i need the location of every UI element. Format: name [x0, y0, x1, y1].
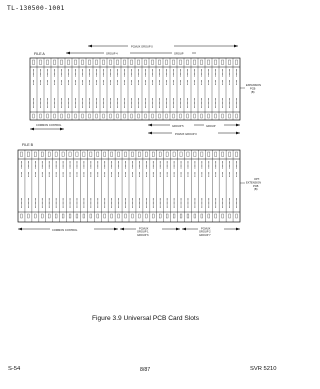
slot-foot-mark [76, 214, 78, 218]
slot-foot-mark [201, 114, 203, 118]
slot-foot-mark [47, 114, 49, 118]
slot-foot-mark [236, 214, 238, 218]
slot-foot-mark [215, 114, 217, 118]
group-5-label: GROUP 5 [172, 124, 184, 128]
file-b-slots [20, 150, 237, 222]
slot-header-mark [130, 60, 132, 65]
group-3-label: GROUP [206, 124, 216, 128]
slot-header-mark [151, 60, 153, 65]
file-b-label: FILE B [22, 143, 33, 147]
slot-foot-mark [97, 214, 99, 218]
slot-header-mark [111, 152, 113, 157]
slot-foot-mark [82, 114, 84, 118]
slot-header-mark [46, 60, 48, 65]
slot-foot-mark [90, 214, 92, 218]
slot-foot-mark [138, 114, 140, 118]
slot-foot-mark [96, 114, 98, 118]
slot-header-mark [207, 60, 209, 65]
slot-foot-mark [117, 114, 119, 118]
slot-header-mark [67, 60, 69, 65]
slot-foot-mark [124, 114, 126, 118]
slot-header-mark [145, 152, 147, 157]
slot-header-mark [97, 152, 99, 157]
slot-header-mark [41, 152, 43, 157]
slot-header-mark [201, 152, 203, 157]
slot-foot-mark [152, 114, 154, 118]
slot-foot-mark [21, 214, 23, 218]
slot-foot-mark [145, 214, 147, 218]
slot-header-mark [179, 60, 181, 65]
slot-header-mark [193, 60, 195, 65]
slot-header-mark [165, 60, 167, 65]
page-number: S-54 [8, 366, 21, 372]
slot-header-mark [228, 60, 230, 65]
slot-foot-mark [61, 114, 63, 118]
slot-header-mark [69, 152, 71, 157]
slot-foot-mark [173, 214, 175, 218]
pcmux-group-2-label: PCMUX GROUP 2 GROUP 7 [199, 227, 211, 237]
slot-foot-mark [83, 214, 85, 218]
slot-header-mark [235, 60, 237, 65]
slot-header-mark [144, 60, 146, 65]
slot-header-mark [104, 152, 106, 157]
slot-foot-mark [62, 214, 64, 218]
figure-caption: Figure 3.9 Universal PCB Card Slots [92, 315, 200, 322]
slot-foot-mark [89, 114, 91, 118]
slot-foot-mark [125, 214, 127, 218]
slot-header-mark [172, 60, 174, 65]
slot-foot-mark [139, 214, 141, 218]
slot-header-mark [32, 60, 34, 65]
slot-header-mark [228, 152, 230, 157]
slot-header-mark [123, 60, 125, 65]
slot-header-mark [88, 60, 90, 65]
slot-foot-mark [159, 214, 161, 218]
common-control-b-label: COMMON CONTROL [52, 228, 78, 232]
slot-foot-mark [55, 214, 57, 218]
slot-header-mark [131, 152, 133, 157]
slot-foot-mark [104, 214, 106, 218]
slot-header-mark [53, 60, 55, 65]
slot-header-mark [187, 152, 189, 157]
slot-header-mark [60, 60, 62, 65]
slot-foot-mark [111, 214, 113, 218]
slot-foot-mark [69, 214, 71, 218]
slot-header-mark [62, 152, 64, 157]
slot-foot-mark [201, 214, 203, 218]
document-id: TL-130500-1001 [7, 5, 65, 12]
slot-foot-mark [118, 214, 120, 218]
slot-header-mark [173, 152, 175, 157]
group-4-label: GROUP 4 [106, 52, 118, 56]
slot-foot-mark [229, 214, 231, 218]
slot-header-mark [48, 152, 50, 157]
slot-foot-mark [208, 114, 210, 118]
expansion-label: EXPANSION PCB (B) [246, 84, 261, 94]
slot-foot-mark [68, 114, 70, 118]
slot-header-mark [117, 152, 119, 157]
group-top-label: GROUP [174, 52, 184, 56]
common-control-a-label: COMMON CONTROL [36, 124, 62, 127]
revision-date: 8/87 [140, 367, 151, 373]
slot-header-mark [180, 152, 182, 157]
slot-foot-mark [194, 114, 196, 118]
slot-foot-mark [208, 214, 210, 218]
slot-header-mark [90, 152, 92, 157]
slot-foot-mark [229, 114, 231, 118]
slot-header-mark [152, 152, 154, 157]
slot-header-mark [102, 60, 104, 65]
slot-header-mark [166, 152, 168, 157]
pcmux-group-0-bottom-label: PCMUX GROUP 0 [175, 132, 197, 136]
slot-foot-mark [103, 114, 105, 118]
slot-foot-mark [222, 114, 224, 118]
slot-header-mark [214, 60, 216, 65]
slot-foot-mark [34, 214, 36, 218]
slot-header-mark [81, 60, 83, 65]
slot-foot-mark [159, 114, 161, 118]
slot-foot-mark [194, 214, 196, 218]
slot-header-mark [39, 60, 41, 65]
slot-foot-mark [215, 214, 217, 218]
slot-foot-mark [166, 114, 168, 118]
slot-foot-mark [48, 214, 50, 218]
slot-foot-mark [131, 114, 133, 118]
slot-header-mark [95, 60, 97, 65]
pcmux-group-1-label: PCMUX GROUP 1 GROUP 6 [137, 227, 149, 237]
slot-header-mark [208, 152, 210, 157]
slot-header-mark [109, 60, 111, 65]
slot-header-mark [215, 152, 217, 157]
slot-foot-mark [110, 114, 112, 118]
slot-foot-mark [75, 114, 77, 118]
slot-header-mark [159, 152, 161, 157]
slot-header-mark [200, 60, 202, 65]
slot-foot-mark [173, 114, 175, 118]
slot-header-mark [222, 152, 224, 157]
slot-header-mark [158, 60, 160, 65]
slot-foot-mark [166, 214, 168, 218]
slot-header-mark [27, 152, 29, 157]
slot-foot-mark [236, 114, 238, 118]
slot-header-mark [34, 152, 36, 157]
file-a-label: FILE A [34, 52, 45, 56]
slot-header-mark [137, 60, 139, 65]
slot-foot-mark [28, 214, 30, 218]
slot-foot-mark [40, 114, 42, 118]
document-code: SVR 5210 [250, 366, 277, 372]
pcmux-group-top-label: PCMUX GROUP 0 [131, 45, 153, 49]
slot-header-mark [138, 152, 140, 157]
slot-foot-mark [33, 114, 35, 118]
slot-header-mark [124, 152, 126, 157]
slot-foot-mark [132, 214, 134, 218]
slot-foot-mark [187, 114, 189, 118]
slot-header-mark [186, 60, 188, 65]
slot-header-mark [55, 152, 57, 157]
slot-foot-mark [187, 214, 189, 218]
slot-foot-mark [145, 114, 147, 118]
slot-header-mark [116, 60, 118, 65]
slot-header-mark [221, 60, 223, 65]
slot-foot-mark [54, 114, 56, 118]
slot-header-mark [235, 152, 237, 157]
slot-foot-mark [180, 114, 182, 118]
slot-header-mark [76, 152, 78, 157]
slot-header-mark [74, 60, 76, 65]
optional-extension-label: OPT. EXTENSION PCB (B) [246, 178, 261, 192]
slot-foot-mark [180, 214, 182, 218]
file-a-slots [32, 58, 237, 120]
slot-foot-mark [152, 214, 154, 218]
slot-header-mark [83, 152, 85, 157]
slot-foot-mark [222, 214, 224, 218]
slot-header-mark [194, 152, 196, 157]
slot-header-mark [20, 152, 22, 157]
slot-foot-mark [41, 214, 43, 218]
